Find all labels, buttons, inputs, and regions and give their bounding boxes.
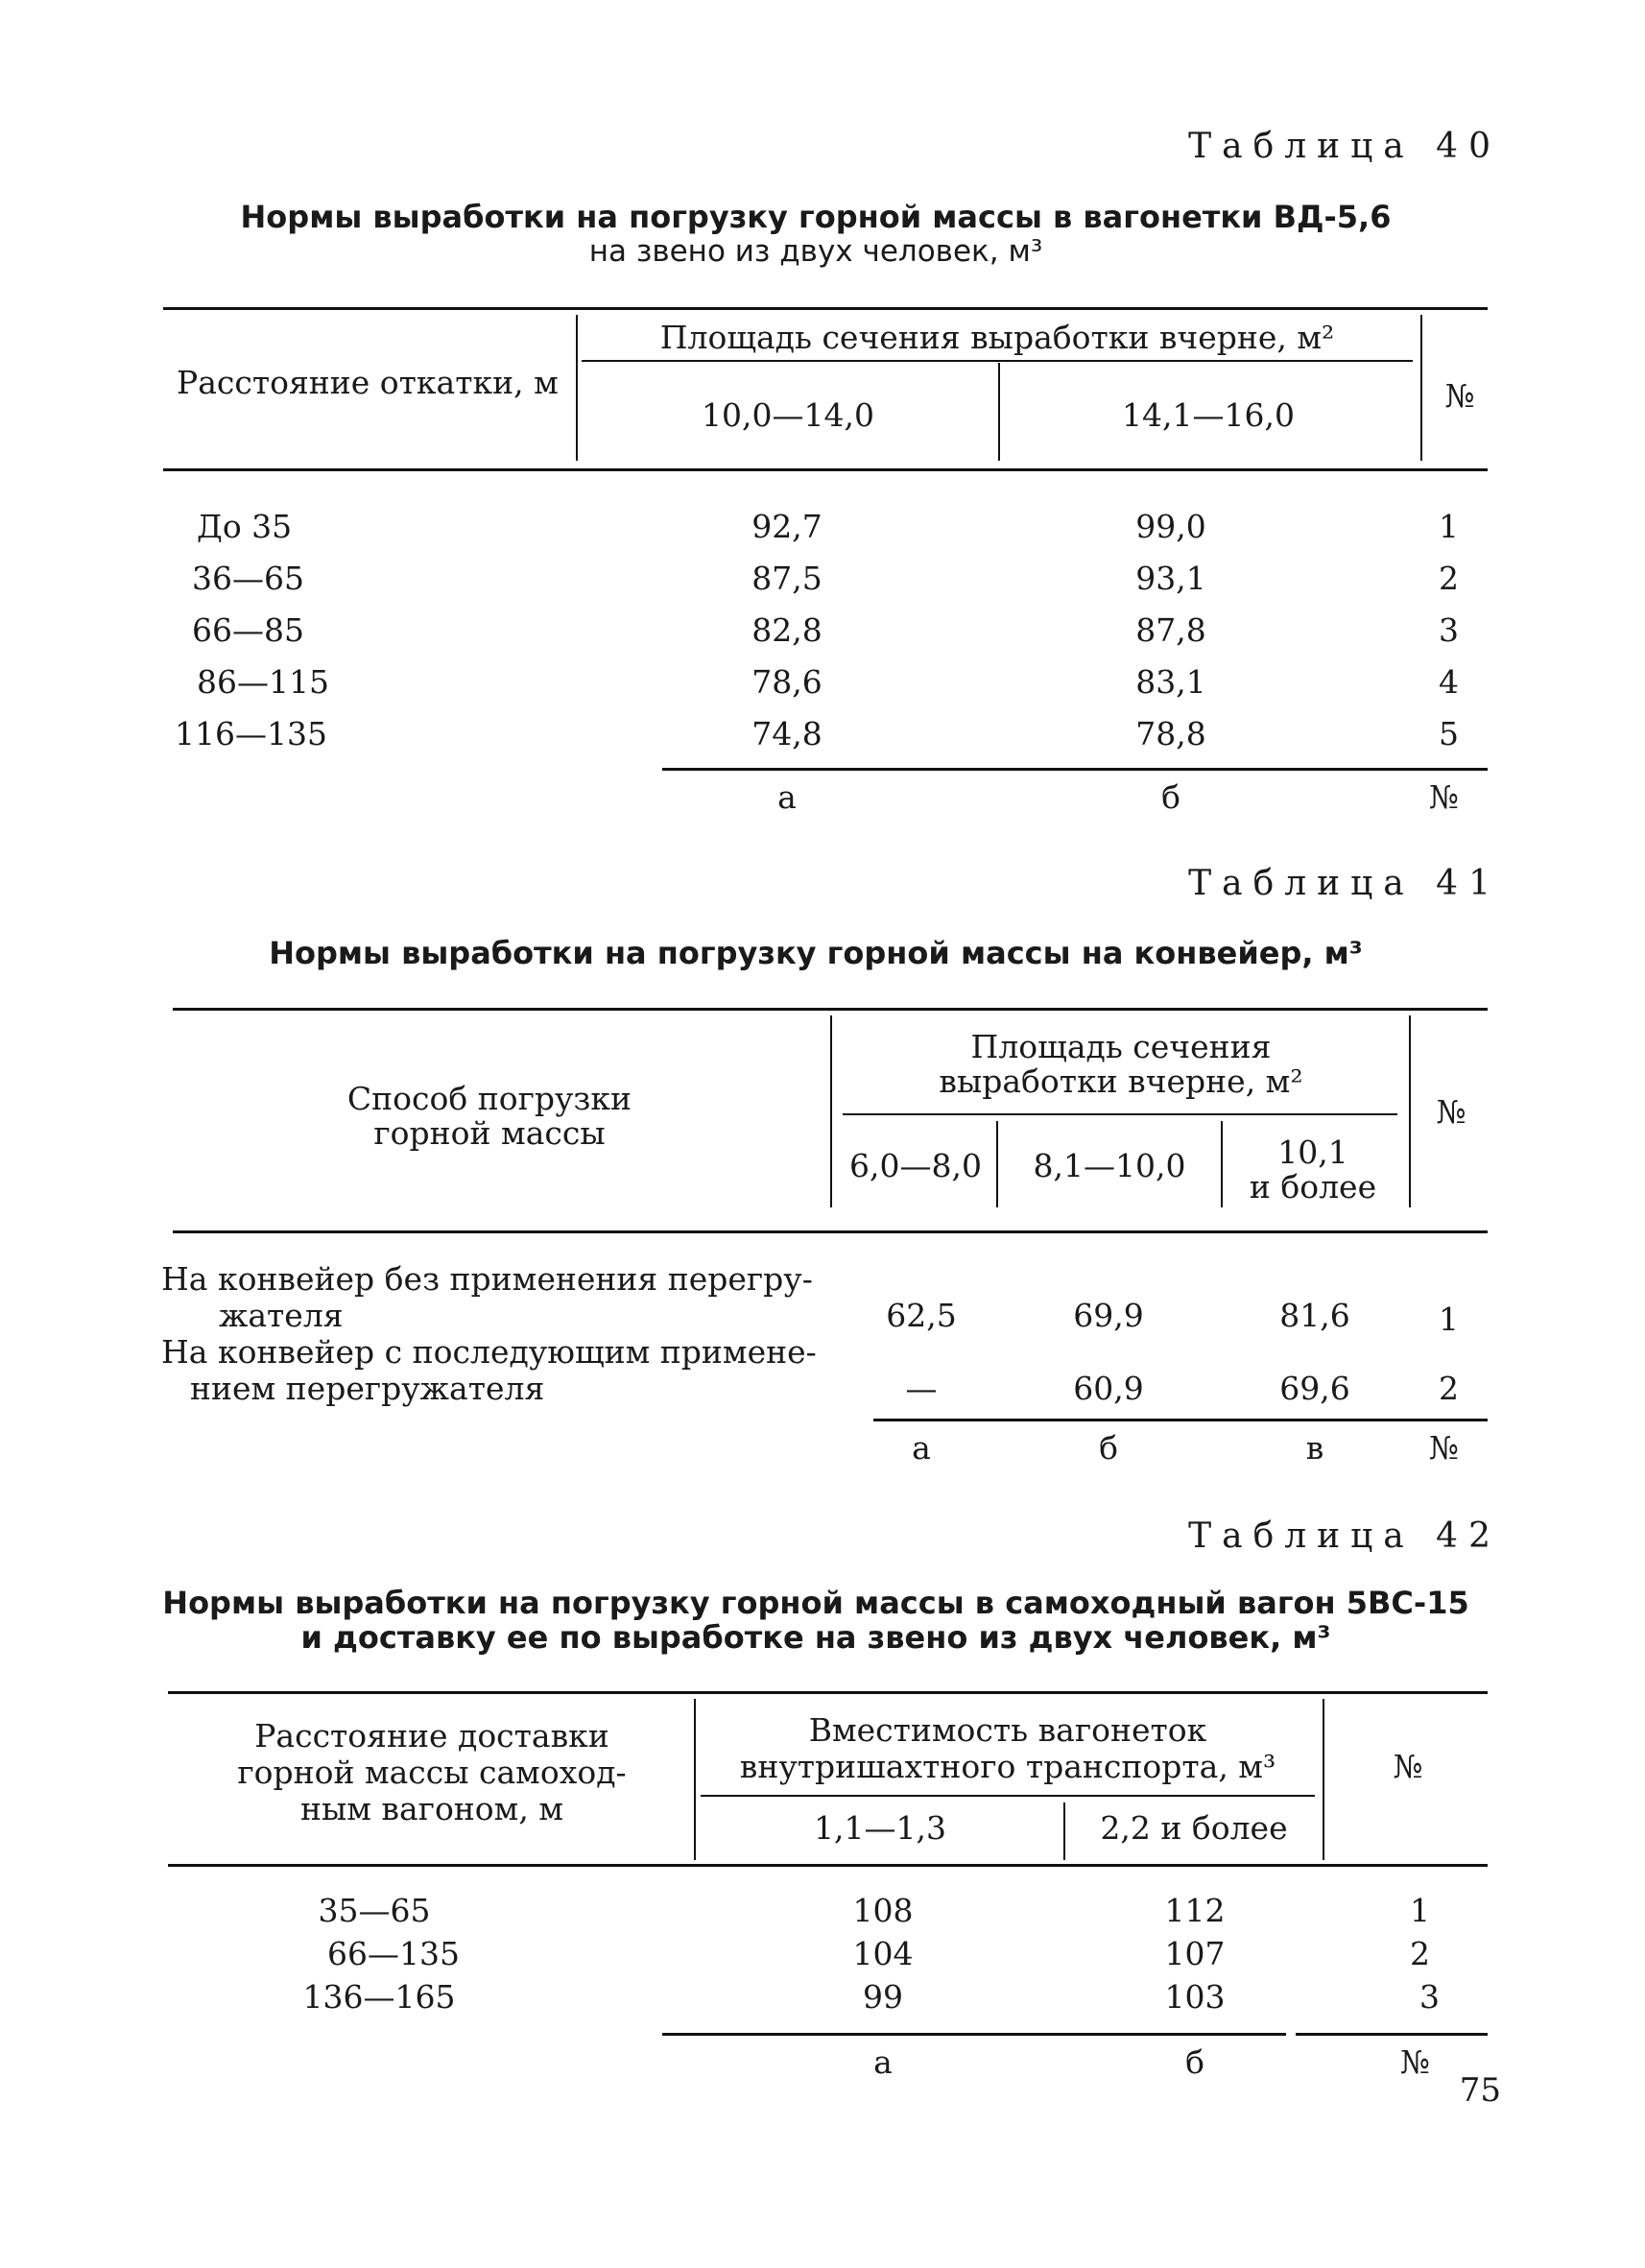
table-41-footer-num: № <box>1428 1429 1459 1467</box>
table-41-cell-c: 69,6 <box>1279 1370 1350 1407</box>
table-42-cell-a: 108 <box>852 1892 914 1929</box>
table-42-row-label: 136—165 <box>302 1978 456 2016</box>
table-41-title: Нормы выработки на погрузку горной массы на конвейер, м³ <box>269 935 1363 971</box>
table-42-label: Таблица 42 <box>1188 1516 1501 1556</box>
table-42-header-divider <box>694 1699 696 1860</box>
table-42-cell-num: 2 <box>1410 1935 1430 1972</box>
table-41-col-c-header-line1: 10,1 <box>1277 1134 1348 1171</box>
table-42-title-line2: и доставку ее по выработке на звено из двух человек, м³ <box>300 1619 1331 1656</box>
table-40-cell-b: 78,8 <box>1135 715 1206 752</box>
table-41-col-divider-1 <box>996 1121 998 1207</box>
table-40-cell-num: 5 <box>1439 715 1459 752</box>
table-42-col-divider <box>1063 1802 1065 1860</box>
table-40-cell-a: 74,8 <box>751 715 822 752</box>
table-40-cell-b: 83,1 <box>1135 663 1206 701</box>
table-40-row-label: 66—85 <box>192 611 304 649</box>
table-40-title-line1: Нормы выработки на погрузку горной массы в вагонетки ВД-5,6 <box>240 199 1392 235</box>
table-41-header-divider <box>830 1015 832 1207</box>
table-40-cell-num: 2 <box>1439 560 1459 597</box>
table-40-group-header: Площадь сечения выработки вчерне, м² <box>659 319 1335 356</box>
table-40-cell-a: 92,7 <box>751 508 822 545</box>
table-41-num-divider <box>1409 1015 1411 1207</box>
table-42-cell-a: 104 <box>852 1935 914 1972</box>
table-40-row-header: Расстояние откатки, м <box>177 364 559 401</box>
table-40-footer-num: № <box>1428 778 1459 816</box>
table-41-group-header-line1: Площадь сечения <box>970 1028 1272 1065</box>
table-42-row-label: 66—135 <box>327 1935 460 1972</box>
table-41-footer-c: в <box>1305 1429 1324 1467</box>
table-41-group-header-line2: выработки вчерне, м² <box>939 1062 1303 1100</box>
table-42-bottom-rule-a <box>662 2033 1286 2036</box>
table-41-cell-num: 2 <box>1439 1370 1459 1407</box>
table-42-cell-num: 3 <box>1419 1978 1440 2016</box>
table-40-cell-a: 82,8 <box>751 611 822 649</box>
table-42-row-header-line1: Расстояние доставки <box>254 1717 609 1755</box>
table-40-col-b-header: 14,1—16,0 <box>1122 396 1295 434</box>
table-40-row-label: До 35 <box>197 508 293 545</box>
table-41-cell-b: 60,9 <box>1073 1370 1144 1407</box>
table-42-cell-b: 107 <box>1164 1935 1226 1972</box>
table-40-footer-b: б <box>1161 778 1180 816</box>
table-42-group-header-line2: внутришахтного транспорта, м³ <box>739 1748 1276 1785</box>
table-41-group-rule <box>843 1113 1397 1115</box>
table-42-col-a-header: 1,1—1,3 <box>814 1809 946 1847</box>
table-42-row-header-line3: ным вагоном, м <box>299 1790 563 1827</box>
table-40-header-rule <box>163 468 1488 471</box>
table-40-title-line2: на звено из двух человек, м³ <box>588 234 1043 269</box>
table-42-cell-num: 1 <box>1410 1892 1430 1929</box>
table-41-top-rule <box>173 1008 1488 1011</box>
table-41-row-label-line2: жателя <box>219 1297 344 1334</box>
table-41-col-a-header: 6,0—8,0 <box>849 1147 982 1184</box>
table-41-cell-c: 81,6 <box>1279 1297 1350 1334</box>
table-40-num-header: № <box>1444 377 1475 415</box>
table-40-col-divider <box>998 363 1000 461</box>
table-41-cell-a: — <box>905 1370 938 1407</box>
table-41-row-label-line1: На конвейер с последующим примене- <box>161 1333 817 1371</box>
table-40-cell-num: 3 <box>1439 611 1459 649</box>
table-40-row-label: 36—65 <box>192 560 304 597</box>
table-42-top-rule <box>168 1691 1488 1694</box>
table-40-cell-b: 87,8 <box>1135 611 1206 649</box>
table-40-cell-a: 78,6 <box>751 663 822 701</box>
table-42-num-header: № <box>1393 1748 1423 1785</box>
table-40-bottom-rule <box>662 768 1488 771</box>
table-40-header-divider <box>576 315 578 461</box>
table-40-footer-a: а <box>777 778 797 816</box>
table-40-top-rule <box>163 307 1488 310</box>
table-42-bottom-rule-b <box>1296 2033 1488 2036</box>
table-41-cell-b: 69,9 <box>1073 1297 1144 1334</box>
table-40-cell-b: 93,1 <box>1135 560 1206 597</box>
table-41-col-divider-2 <box>1221 1121 1223 1207</box>
table-41-bottom-rule <box>873 1419 1488 1421</box>
table-42-header-rule <box>168 1864 1488 1867</box>
table-40-num-divider <box>1420 315 1422 461</box>
table-42-row-label: 35—65 <box>318 1892 431 1929</box>
table-42-cell-b: 103 <box>1164 1978 1226 2016</box>
table-41-header-rule <box>173 1230 1488 1233</box>
table-42-group-header-line1: Вместимость вагонеток <box>808 1711 1207 1749</box>
table-41-row-label-line2: нием перегружателя <box>190 1370 545 1407</box>
table-42-group-rule <box>701 1795 1315 1797</box>
table-40-label: Таблица 40 <box>1188 127 1501 166</box>
table-42-title-line1: Нормы выработки на погрузку горной массы в самоходный вагон 5ВС-15 <box>162 1585 1469 1621</box>
table-41-cell-num: 1 <box>1439 1301 1459 1338</box>
table-41-num-header: № <box>1436 1093 1466 1131</box>
table-41-cell-a: 62,5 <box>886 1297 957 1334</box>
table-42-footer-a: а <box>873 2043 893 2081</box>
table-42-row-header-line2: горной массы самоход- <box>237 1754 627 1791</box>
table-40-group-rule <box>582 360 1413 362</box>
table-42-num-divider <box>1323 1699 1324 1860</box>
table-42-title <box>144 1586 1488 1655</box>
table-40-cell-num: 4 <box>1439 663 1459 701</box>
table-41-footer-a: а <box>912 1429 931 1467</box>
table-41-row-header-line1: Способ погрузки <box>346 1080 632 1117</box>
table-42-footer-b: б <box>1185 2043 1204 2081</box>
table-40-row-label: 86—115 <box>197 663 329 701</box>
table-41-row-header-line2: горной массы <box>373 1114 606 1152</box>
table-40-cell-a: 87,5 <box>751 560 822 597</box>
table-42-cell-a: 99 <box>863 1978 903 2016</box>
page-number: 75 <box>1459 2071 1501 2110</box>
table-40-title <box>144 200 1488 269</box>
table-42-cell-b: 112 <box>1164 1892 1226 1929</box>
table-40-cell-num: 1 <box>1439 508 1459 545</box>
table-41-row-label-line1: На конвейер без применения перегру- <box>161 1260 813 1298</box>
table-41-footer-b: б <box>1099 1429 1118 1467</box>
table-40-col-a-header: 10,0—14,0 <box>702 396 874 434</box>
table-41-col-c-header-line2: и более <box>1249 1168 1377 1206</box>
table-41-label: Таблица 41 <box>1188 864 1501 903</box>
table-40-row-label: 116—135 <box>175 715 327 752</box>
table-41-col-b-header: 8,1—10,0 <box>1033 1147 1186 1184</box>
table-40-cell-b: 99,0 <box>1135 508 1206 545</box>
table-42-footer-num: № <box>1399 2043 1430 2081</box>
table-42-col-b-header: 2,2 и более <box>1100 1809 1288 1847</box>
